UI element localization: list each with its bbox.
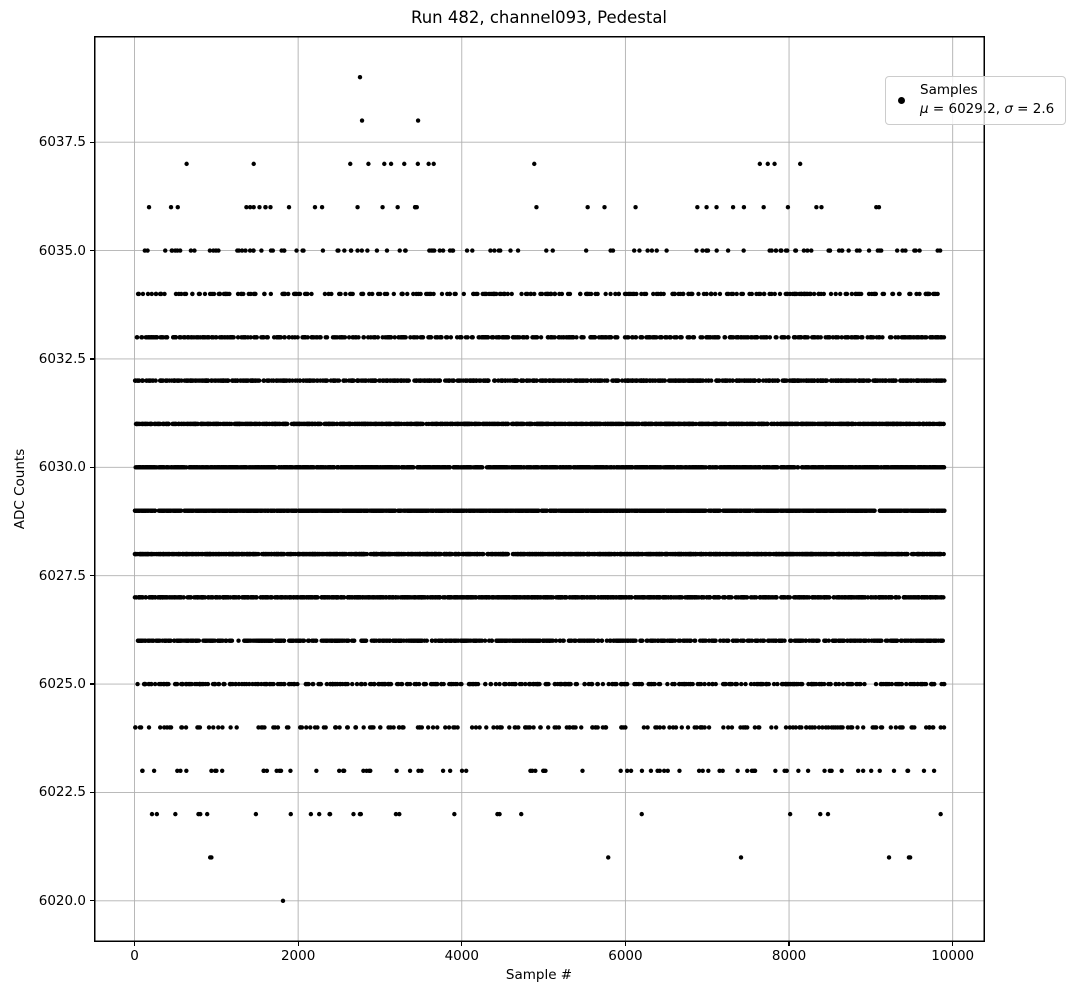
x-tick-label: 8000 xyxy=(771,948,807,964)
x-tick-label: 10000 xyxy=(931,948,975,964)
mu-value: = 6029.2, xyxy=(928,101,1005,117)
y-tick-label: 6025.0 xyxy=(38,676,86,693)
legend-label-stats xyxy=(920,100,1054,119)
legend-label-samples: Samples xyxy=(920,82,978,98)
y-tick-mark xyxy=(90,575,94,576)
x-tick-mark xyxy=(625,942,626,946)
y-tick-label: 6035.0 xyxy=(38,242,86,259)
y-tick-mark xyxy=(90,250,94,251)
x-tick-label: 6000 xyxy=(608,948,643,964)
y-tick-mark xyxy=(90,792,94,793)
x-tick-mark xyxy=(952,942,953,946)
y-tick-label: 6022.5 xyxy=(38,784,86,801)
x-tick-label: 2000 xyxy=(280,948,316,964)
y-tick-mark xyxy=(90,467,94,468)
legend xyxy=(885,76,1066,125)
sigma-value: = 2.6 xyxy=(1012,101,1055,117)
chart-title: Run 482, channel093, Pedestal xyxy=(410,8,668,27)
x-tick-label: 0 xyxy=(130,948,139,964)
y-tick-mark xyxy=(90,683,94,684)
mu-symbol: μ xyxy=(920,101,929,117)
sigma-symbol: σ xyxy=(1004,101,1013,117)
y-tick-label: 6027.5 xyxy=(38,567,86,584)
x-tick-mark xyxy=(788,942,789,946)
y-tick-label: 6037.5 xyxy=(38,134,86,151)
plot-area xyxy=(94,36,1055,942)
y-tick-label: 6030.0 xyxy=(38,459,86,476)
x-axis-label: Sample # xyxy=(505,967,573,983)
y-axis-label: ADC Counts xyxy=(12,448,28,530)
x-tick-label: 4000 xyxy=(444,948,479,964)
y-tick-label: 6020.0 xyxy=(38,892,86,909)
scatter-canvas xyxy=(94,36,985,942)
sample-marker-icon xyxy=(898,97,905,104)
y-tick-mark xyxy=(90,358,94,359)
y-tick-label: 6032.5 xyxy=(38,350,86,367)
x-tick-mark xyxy=(298,942,299,946)
legend-text xyxy=(920,81,1054,119)
y-tick-mark xyxy=(90,900,94,901)
x-tick-mark xyxy=(461,942,462,946)
y-tick-mark xyxy=(90,142,94,143)
x-tick-mark xyxy=(134,942,135,946)
